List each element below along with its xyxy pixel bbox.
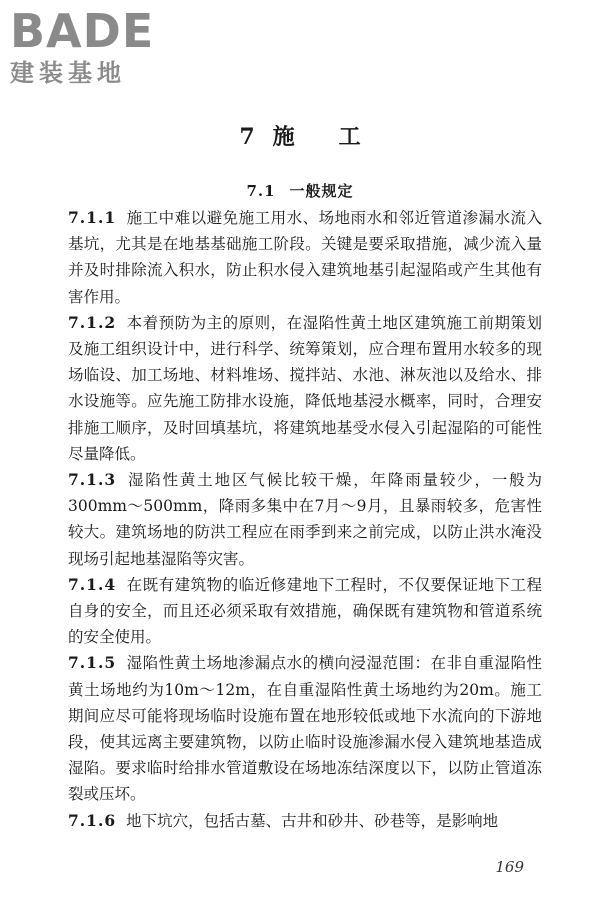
page-number: 169 — [495, 858, 524, 876]
logo-wordmark: BADE — [10, 4, 155, 58]
clause-7-1-1 — [68, 205, 542, 310]
clause-text: 施工中难以避免施工用水、场地雨水和邻近管道渗漏水流入基坑，尤其是在地基基础施工阶段。关键是要采取措施，减少流入量并及时排除流入积水，防止积水侵入建筑地基引起湿陷或产生其他有害作用。 — [68, 209, 542, 306]
section-title — [0, 180, 600, 202]
clause-number: 7.1.2 — [68, 312, 117, 332]
clause-number: 7.1.6 — [68, 810, 117, 830]
clause-7-1-3 — [68, 467, 542, 572]
clause-number: 7.1.4 — [68, 574, 117, 594]
clause-text: 地下坑穴，包括古墓、古井和砂井、砂巷等，是影响地 — [126, 811, 499, 830]
chapter-number: 7 — [239, 124, 255, 150]
clause-7-1-5 — [68, 650, 542, 807]
clause-7-1-4 — [68, 572, 542, 651]
clause-number: 7.1.3 — [68, 470, 117, 490]
logo-subtitle: 建装基地 — [10, 59, 126, 87]
clause-text: 湿陷性黄土地区气候比较干燥，年降雨量较少，一般为300mm～500mm，降雨多集中在7月～9月，且暴雨较多，危害性较大。建筑场地的防洪工程应在雨季到来之前完成，以防止洪水淹没现场引起地基湿陷等灾害。 — [68, 471, 542, 568]
bade-logo — [10, 6, 180, 92]
clause-7-1-2 — [68, 310, 542, 467]
section-title-text: 一般规定 — [289, 182, 354, 200]
clause-number: 7.1.5 — [68, 653, 117, 673]
chapter-title-part1: 施 — [272, 124, 295, 150]
clause-text: 湿陷性黄土场地渗漏点水的横向浸湿范围：在非自重湿陷性黄土场地约为10m～12m，在自重湿陷性黄土场地约为20m。施工期间应尽可能将现场临时设施布置在地形较低或地下水流向的下游地段，使其远离主要建筑物，以防止临时设施渗漏水侵入建筑地基造成湿陷。要求临时给排水管道敷设在场地冻结深度以下，以防止管道冻裂或压坏。 — [68, 654, 542, 804]
clause-7-1-6 — [68, 808, 542, 834]
chapter-title — [0, 122, 600, 152]
clause-number: 7.1.1 — [68, 208, 117, 227]
document-body — [68, 205, 542, 834]
chapter-title-part2: 工 — [338, 124, 361, 150]
clause-text: 在既有建筑物的临近修建地下工程时，不仅要保证地下工程自身的安全，而且还必须采取有效措施，确保既有建筑物和管道系统的安全使用。 — [68, 575, 542, 647]
section-number: 7.1 — [246, 182, 276, 200]
clause-text: 本着预防为主的原则，在湿陷性黄土地区建筑施工前期策划及施工组织设计中，进行科学、统筹策划，应合理布置用水较多的现场临设、加工场地、材料堆场、搅拌站、水池、淋灰池以及给水、排水设施等。应先施工防排水设施，降低地基浸水概率，同时，合理安排施工顺序，及时回填基坑，将建筑地基受水侵入引起湿陷的可能性尽量降低。 — [68, 313, 542, 463]
